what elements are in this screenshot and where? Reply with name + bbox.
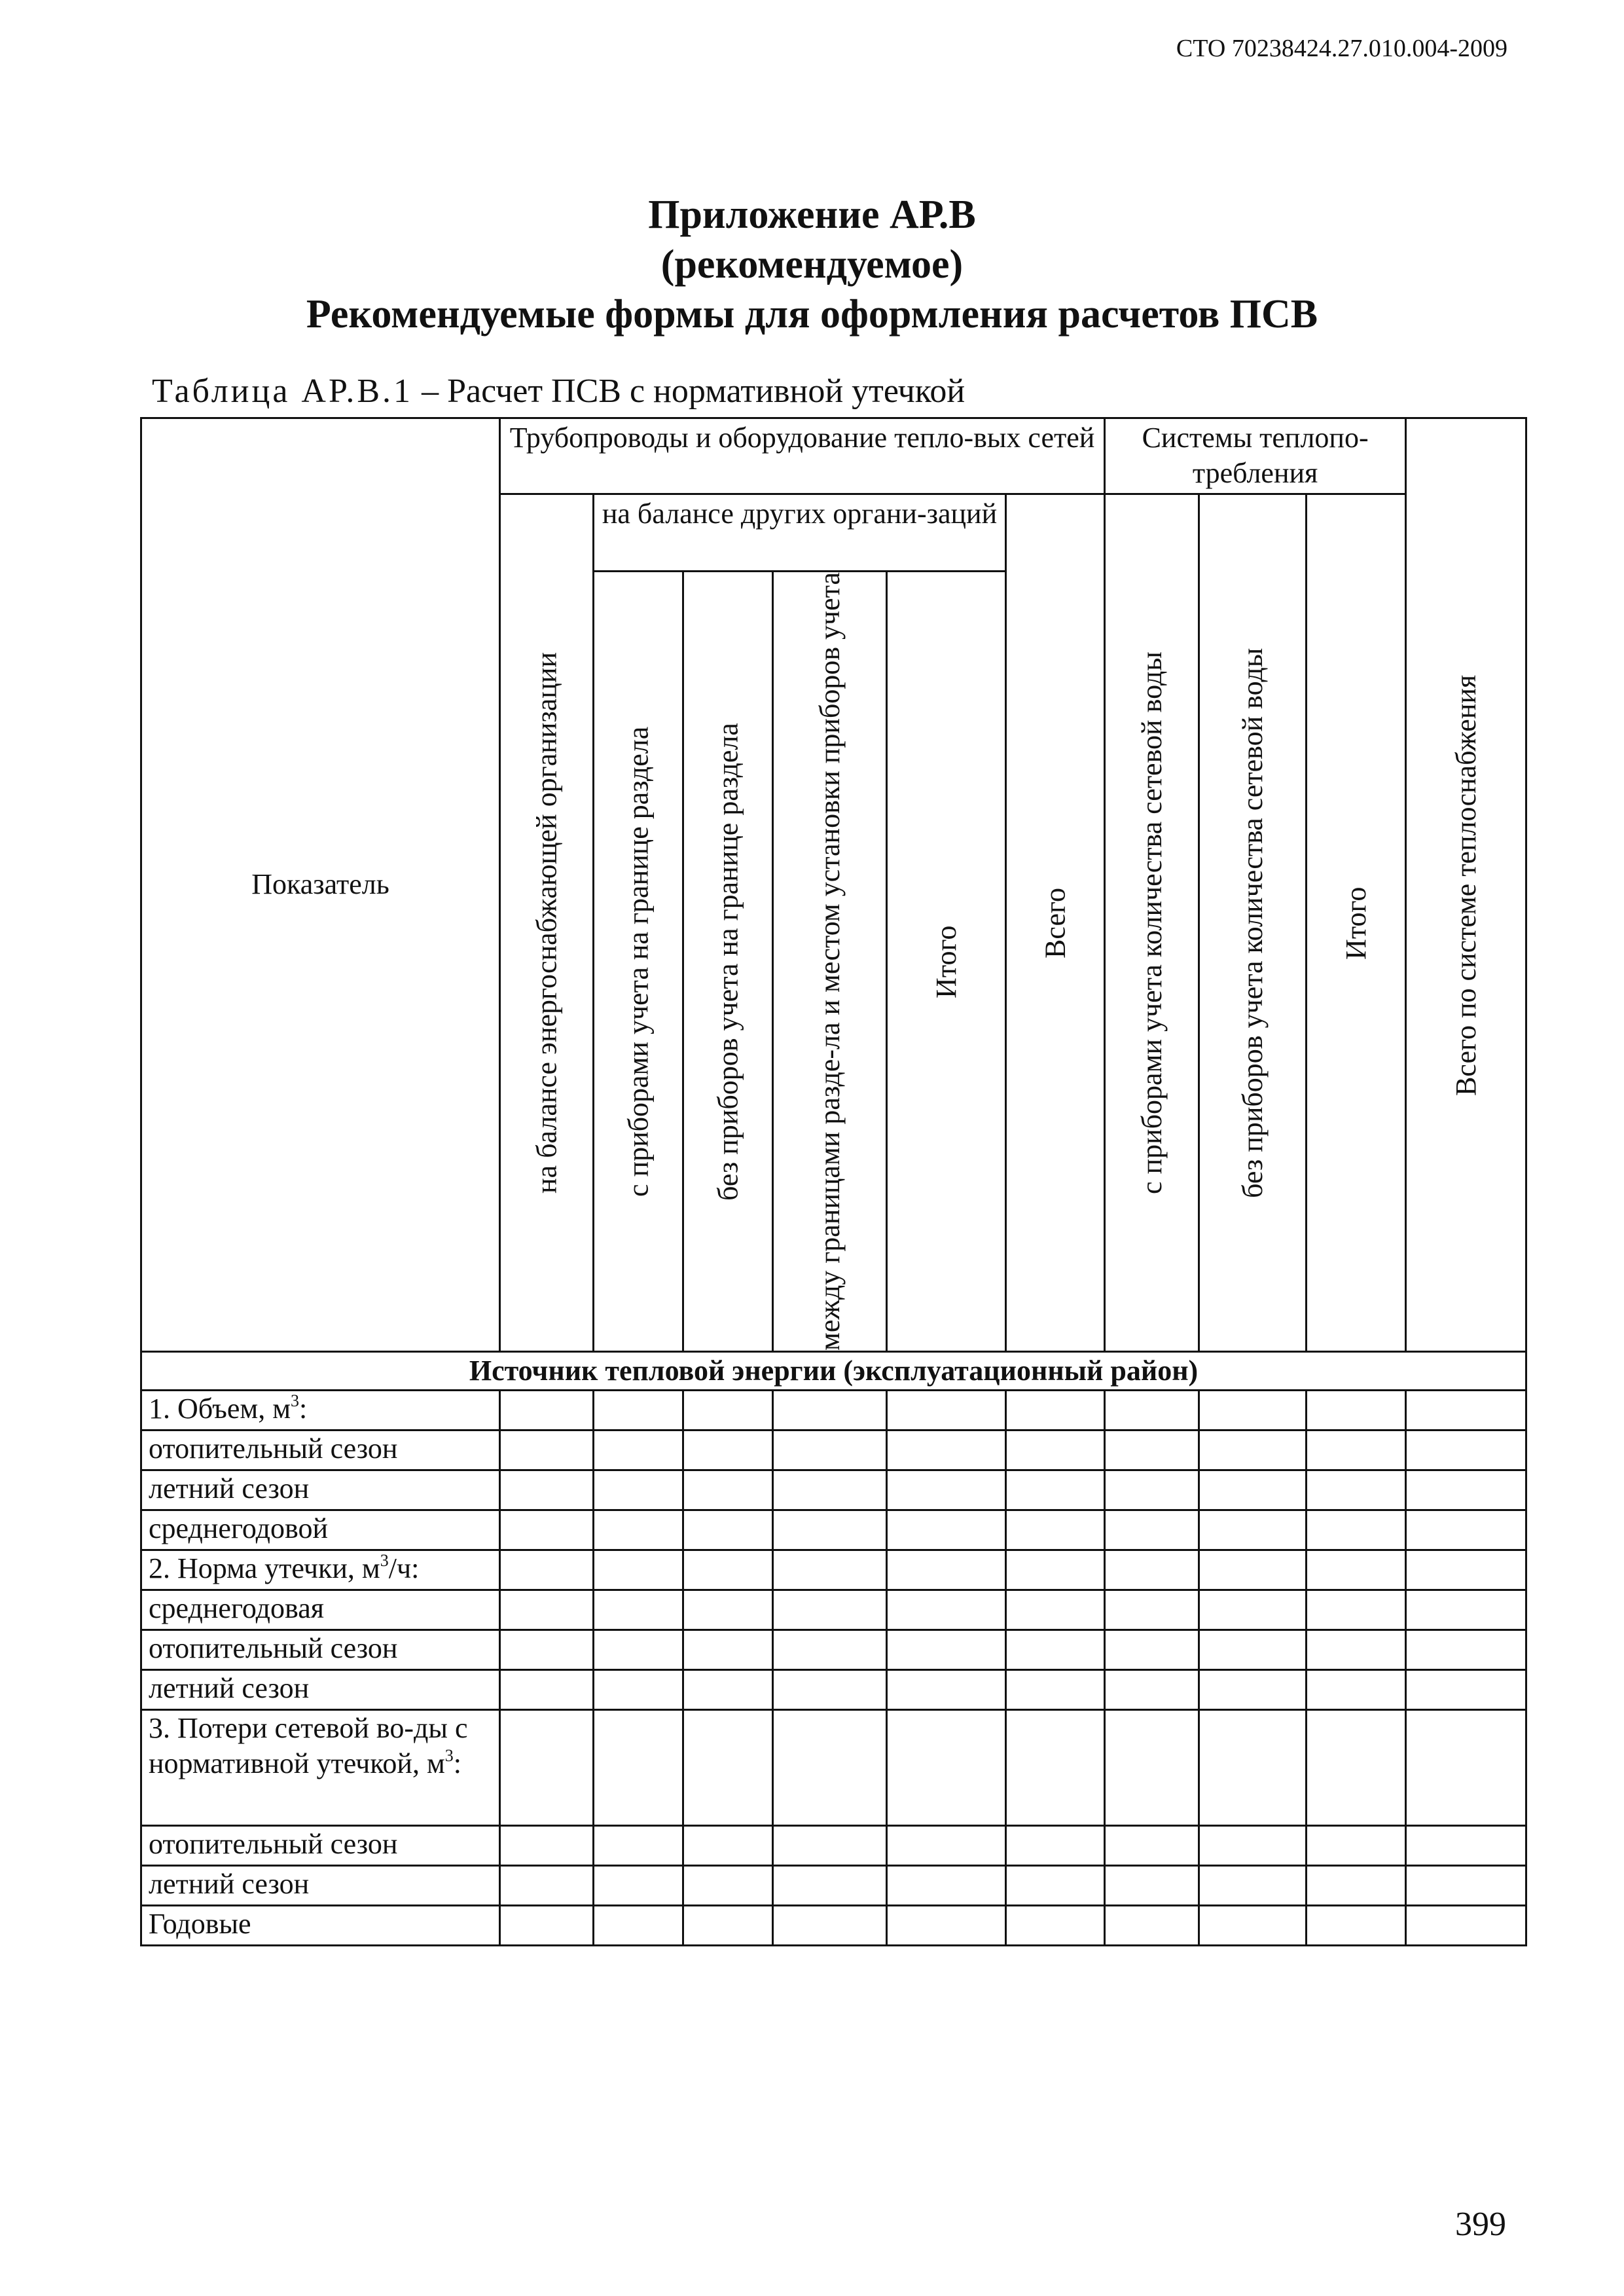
header-between-borders: между границами разде-ла и местом установки приборов учета [773, 572, 887, 1352]
value-cell[interactable] [683, 1669, 773, 1709]
value-cell[interactable] [500, 1630, 594, 1669]
value-cell[interactable] [683, 1390, 773, 1430]
value-cell[interactable] [1307, 1865, 1406, 1905]
header-without-meters-border: без приборов учета на границе раздела [683, 572, 773, 1352]
table-row [141, 1590, 1526, 1630]
row-label: среднегодовой [141, 1510, 500, 1550]
value-cell[interactable] [1406, 1709, 1526, 1825]
value-cell[interactable] [1105, 1470, 1199, 1510]
value-cell[interactable] [1406, 1550, 1526, 1590]
header-own-balance: на балансе энергоснабжающей организации [500, 494, 594, 1352]
value-cell[interactable] [683, 1550, 773, 1590]
value-cell[interactable] [594, 1905, 683, 1945]
value-cell[interactable] [594, 1669, 683, 1709]
value-cell[interactable] [1199, 1669, 1307, 1709]
table-row [141, 1510, 1526, 1550]
row-label: 2. Норма утечки, $м^3/ч$: [141, 1550, 500, 1590]
value-cell[interactable] [683, 1905, 773, 1945]
table-row [141, 1550, 1526, 1590]
value-cell[interactable] [887, 1510, 1006, 1550]
value-cell[interactable] [500, 1390, 594, 1430]
header-all: Всего [1006, 494, 1105, 1352]
row-label: отопительный сезон [141, 1825, 500, 1865]
row-label: отопительный сезон [141, 1430, 500, 1470]
value-cell[interactable] [1199, 1865, 1307, 1905]
value-cell[interactable] [500, 1905, 594, 1945]
value-cell[interactable] [1199, 1470, 1307, 1510]
table-row [141, 1825, 1526, 1865]
value-cell[interactable] [887, 1550, 1006, 1590]
row-label: летний сезон [141, 1470, 500, 1510]
value-cell[interactable] [500, 1825, 594, 1865]
value-cell[interactable] [1307, 1430, 1406, 1470]
value-cell[interactable] [1406, 1390, 1526, 1430]
header-other-balance-group: на балансе других органи-заций [594, 494, 1006, 572]
appendix-heading [0, 190, 1624, 339]
value-cell[interactable] [773, 1669, 887, 1709]
table-row [141, 1905, 1526, 1945]
value-cell[interactable] [594, 1825, 683, 1865]
value-cell[interactable] [1006, 1430, 1105, 1470]
value-cell[interactable] [1307, 1905, 1406, 1945]
table-row [141, 1470, 1526, 1510]
value-cell[interactable] [1105, 1669, 1199, 1709]
value-cell[interactable] [500, 1865, 594, 1905]
row-label: 3. Потери сетевой во-ды с нормативной утечкой, $м^3$: [141, 1709, 500, 1825]
value-cell[interactable] [594, 1430, 683, 1470]
value-cell[interactable] [1406, 1905, 1526, 1945]
row-label: отопительный сезон [141, 1630, 500, 1669]
value-cell[interactable] [1406, 1865, 1526, 1905]
value-cell[interactable] [1105, 1550, 1199, 1590]
value-cell[interactable] [683, 1430, 773, 1470]
value-cell[interactable] [887, 1590, 1006, 1630]
value-cell[interactable] [773, 1510, 887, 1550]
table-row [141, 1669, 1526, 1709]
value-cell[interactable] [1006, 1905, 1105, 1945]
value-cell[interactable] [887, 1430, 1006, 1470]
value-cell[interactable] [1105, 1865, 1199, 1905]
value-cell[interactable] [1307, 1510, 1406, 1550]
value-cell[interactable] [1406, 1510, 1526, 1550]
caption-dash: – [422, 373, 439, 410]
value-cell[interactable] [1307, 1470, 1406, 1510]
value-cell[interactable] [1199, 1510, 1307, 1550]
value-cell[interactable] [773, 1709, 887, 1825]
value-cell[interactable] [1105, 1430, 1199, 1470]
value-cell[interactable] [1406, 1590, 1526, 1630]
value-cell[interactable] [1307, 1590, 1406, 1630]
value-cell[interactable] [1406, 1630, 1526, 1669]
value-cell[interactable] [1199, 1709, 1307, 1825]
value-cell[interactable] [1006, 1470, 1105, 1510]
value-cell[interactable] [1199, 1390, 1307, 1430]
value-cell[interactable] [773, 1550, 887, 1590]
value-cell[interactable] [1199, 1630, 1307, 1669]
value-cell[interactable] [1406, 1669, 1526, 1709]
value-cell[interactable] [1406, 1825, 1526, 1865]
value-cell[interactable] [1307, 1669, 1406, 1709]
value-cell[interactable] [500, 1470, 594, 1510]
header-pipelines-group: Трубопроводы и оборудование тепло-вых сетей [500, 418, 1105, 494]
value-cell[interactable] [773, 1630, 887, 1669]
value-cell[interactable] [1199, 1825, 1307, 1865]
table-row [141, 1630, 1526, 1669]
value-cell[interactable] [887, 1470, 1006, 1510]
value-cell[interactable] [1199, 1550, 1307, 1590]
value-cell[interactable] [887, 1390, 1006, 1430]
value-cell[interactable] [1105, 1825, 1199, 1865]
row-label: 1. Объем, $м^3$: [141, 1390, 500, 1430]
header-consumption-group: Системы теплопо-требления [1105, 418, 1406, 494]
value-cell[interactable] [773, 1905, 887, 1945]
value-cell[interactable] [1406, 1430, 1526, 1470]
value-cell[interactable] [594, 1709, 683, 1825]
table-number: Таблица АР.В.1 [152, 373, 414, 410]
value-cell[interactable] [887, 1669, 1006, 1709]
table-row [141, 1430, 1526, 1470]
header-indicator: Показатель [141, 418, 500, 1352]
value-cell[interactable] [500, 1510, 594, 1550]
header-total-system: Всего по системе теплоснабжения [1406, 418, 1526, 1352]
value-cell[interactable] [683, 1510, 773, 1550]
appendix-status: (рекомендуемое) [660, 242, 964, 287]
value-cell[interactable] [1006, 1390, 1105, 1430]
value-cell[interactable] [887, 1709, 1006, 1825]
value-cell[interactable] [594, 1630, 683, 1669]
value-cell[interactable] [500, 1669, 594, 1709]
value-cell[interactable] [887, 1905, 1006, 1945]
value-cell[interactable] [594, 1470, 683, 1510]
value-cell[interactable] [1006, 1865, 1105, 1905]
header-subtotal-consumption: Итого [1307, 494, 1406, 1352]
value-cell[interactable] [1307, 1630, 1406, 1669]
value-cell[interactable] [1199, 1590, 1307, 1630]
value-cell[interactable] [1006, 1550, 1105, 1590]
value-cell[interactable] [594, 1390, 683, 1430]
appendix-title: Приложение АР.В [648, 192, 976, 237]
psv-calculation-table [140, 417, 1527, 1946]
header-subtotal-other: Итого [887, 572, 1006, 1352]
value-cell[interactable] [1105, 1630, 1199, 1669]
value-cell[interactable] [1006, 1510, 1105, 1550]
value-cell[interactable] [1199, 1905, 1307, 1945]
table-caption [152, 372, 965, 410]
value-cell[interactable] [1199, 1430, 1307, 1470]
header-with-meters-border: с приборами учета на границе раздела [594, 572, 683, 1352]
value-cell[interactable] [683, 1630, 773, 1669]
row-label: Годовые [141, 1905, 500, 1945]
value-cell[interactable] [1105, 1905, 1199, 1945]
value-cell[interactable] [500, 1590, 594, 1630]
value-cell[interactable] [594, 1865, 683, 1905]
value-cell[interactable] [683, 1825, 773, 1865]
row-label: летний сезон [141, 1865, 500, 1905]
row-label: среднегодовая [141, 1590, 500, 1630]
value-cell[interactable] [683, 1590, 773, 1630]
value-cell[interactable] [683, 1865, 773, 1905]
value-cell[interactable] [887, 1630, 1006, 1669]
value-cell[interactable] [773, 1430, 887, 1470]
value-cell[interactable] [500, 1430, 594, 1470]
table-body [141, 1390, 1526, 1945]
value-cell[interactable] [1006, 1590, 1105, 1630]
value-cell[interactable] [887, 1825, 1006, 1865]
value-cell[interactable] [773, 1470, 887, 1510]
table-row [141, 1709, 1526, 1825]
value-cell[interactable] [1006, 1709, 1105, 1825]
value-cell[interactable] [1307, 1550, 1406, 1590]
value-cell[interactable] [683, 1470, 773, 1510]
value-cell[interactable] [773, 1590, 887, 1630]
value-cell[interactable] [1307, 1709, 1406, 1825]
value-cell[interactable] [1105, 1590, 1199, 1630]
page-number: 399 [1455, 2206, 1506, 2243]
value-cell[interactable] [1006, 1630, 1105, 1669]
value-cell[interactable] [1105, 1510, 1199, 1550]
value-cell[interactable] [1307, 1825, 1406, 1865]
value-cell[interactable] [1406, 1470, 1526, 1510]
value-cell[interactable] [1006, 1825, 1105, 1865]
value-cell[interactable] [773, 1825, 887, 1865]
header-without-meters-qty: без приборов учета количества сетевой воды [1199, 494, 1307, 1352]
value-cell[interactable] [773, 1865, 887, 1905]
table-row [141, 1390, 1526, 1430]
value-cell[interactable] [683, 1709, 773, 1825]
section-heat-source: Источник тепловой энергии (эксплуатационный район) [141, 1351, 1526, 1390]
value-cell[interactable] [594, 1510, 683, 1550]
value-cell[interactable] [1307, 1390, 1406, 1430]
value-cell[interactable] [500, 1550, 594, 1590]
row-label: летний сезон [141, 1669, 500, 1709]
value-cell[interactable] [773, 1390, 887, 1430]
value-cell[interactable] [887, 1865, 1006, 1905]
document-code: СТО 70238424.27.010.004-2009 [1176, 35, 1507, 62]
appendix-subject: Рекомендуемые формы для оформления расчетов ПСВ [306, 292, 1318, 337]
header-with-meters-qty: с приборами учета количества сетевой воды [1105, 494, 1199, 1352]
value-cell[interactable] [1105, 1709, 1199, 1825]
value-cell[interactable] [594, 1550, 683, 1590]
value-cell[interactable] [594, 1590, 683, 1630]
value-cell[interactable] [500, 1709, 594, 1825]
table-title: Расчет ПСВ с нормативной утечкой [447, 373, 965, 410]
table-row [141, 1865, 1526, 1905]
value-cell[interactable] [1105, 1390, 1199, 1430]
value-cell[interactable] [1006, 1669, 1105, 1709]
